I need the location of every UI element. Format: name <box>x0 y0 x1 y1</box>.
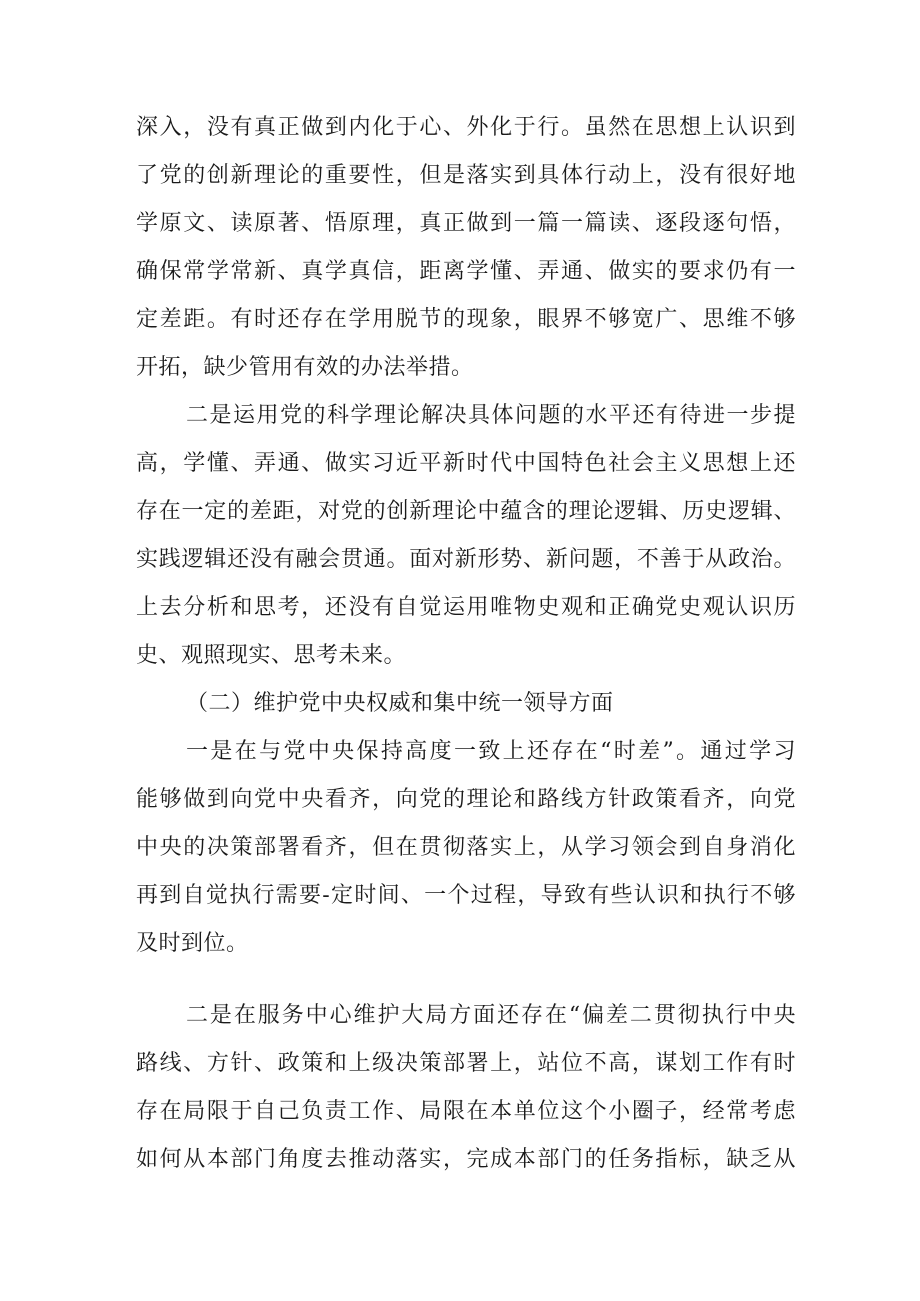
text-line: 中央的决策部署看齐，但在贯彻落实上，从学习领会到自身消化 <box>136 835 796 860</box>
text-line: 能够做到向党中央看齐，向党的理论和路线方针政策看齐，向党 <box>136 787 796 812</box>
text-line: 存在局限于自己负责工作、局限在本单位这个小圈子，经常考虑 <box>136 1099 796 1124</box>
text-line: 及时到位。 <box>136 931 249 956</box>
document-body <box>136 104 796 1184</box>
text-line: 深入，没有真正做到内化于心、外化于行。虽然在思想上认识到 <box>136 115 796 140</box>
text-line: 存在一定的差距，对党的创新理论中蕴含的理论逻辑、历史逻辑、 <box>136 499 796 524</box>
text-line: 定差距。有时还存在学用脱节的现象，眼界不够宽广、思维不够 <box>136 307 796 332</box>
paragraph-3 <box>136 728 796 968</box>
text-line: 再到自觉执行需要-定时间、一个过程，导致有些认识和执行不够 <box>136 883 796 908</box>
paragraph-1 <box>136 104 796 392</box>
text-line: 开拓，缺少管用有效的办法举措。 <box>136 355 474 380</box>
text-line: 二是在服务中心维护大局方面还存在“偏差二贯彻执行中央 <box>186 1003 796 1028</box>
text-line: 上去分析和思考，还没有自觉运用唯物史观和正确党史观认识历 <box>136 595 796 620</box>
section-heading <box>136 680 796 728</box>
text-line: 路线、方针、政策和上级决策部署上，站位不高，谋划工作有时 <box>136 1051 796 1076</box>
paragraph-4 <box>136 992 796 1184</box>
heading-text: （二）维护党中央权威和集中统一领导方面 <box>186 691 614 716</box>
text-line: 如何从本部门角度去推动落实，完成本部门的任务指标，缺乏从 <box>136 1147 796 1172</box>
text-line: 高，学懂、弄通、做实习近平新时代中国特色社会主义思想上还 <box>136 451 796 476</box>
paragraph-2 <box>136 392 796 680</box>
text-line: 了党的创新理论的重要性，但是落实到具体行动上，没有很好地 <box>136 163 796 188</box>
paragraph-gap <box>136 968 796 992</box>
text-line: 实践逻辑还没有融会贯通。面对新形势、新问题，不善于从政治。 <box>136 547 796 572</box>
text-line: 二是运用党的科学理论解决具体问题的水平还有待进一步提 <box>186 403 796 428</box>
text-line: 一是在与党中央保持高度一致上还存在“时差”。通过学习 <box>186 739 796 764</box>
text-line: 学原文、读原著、悟原理，真正做到一篇一篇读、逐段逐句悟， <box>136 211 796 236</box>
text-line: 史、观照现实、思考未来。 <box>136 643 407 668</box>
text-line: 确保常学常新、真学真信，距离学懂、弄通、做实的要求仍有一 <box>136 259 796 284</box>
